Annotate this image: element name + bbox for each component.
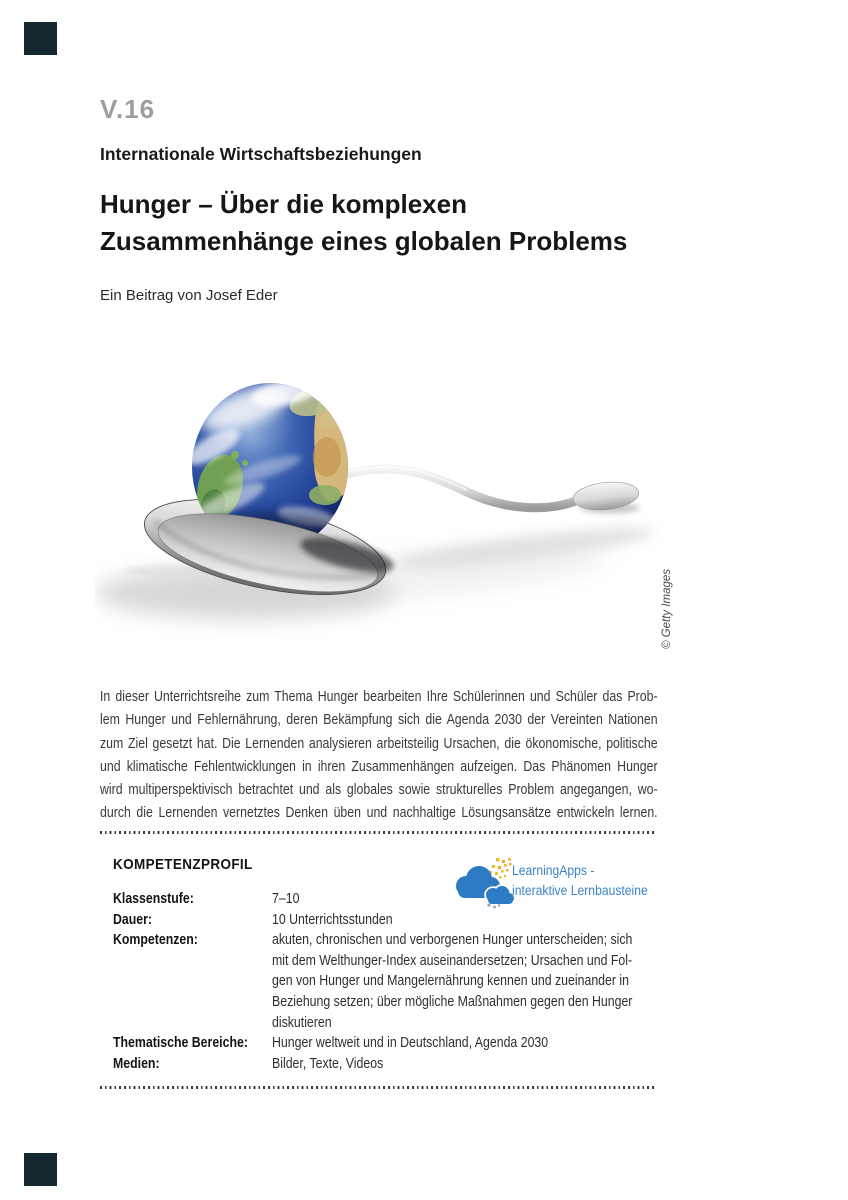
profile-row — [113, 930, 673, 1033]
profile-value: 10 Unterrichtsstunden — [272, 911, 393, 928]
intro-line: In dieser Unterrichtsreihe zum Thema Hunger bearbeiten Ihre Schülerinnen und Schüler das Prob- — [100, 689, 658, 705]
profile-label: Klassenstufe: — [113, 891, 194, 907]
profile-value: 7–10 — [272, 891, 300, 907]
page-title-line-2: Zusammenhänge eines globalen Problems — [100, 226, 628, 256]
category-heading: Internationale Wirtschaftsbeziehungen — [100, 144, 422, 164]
series-code: V.16 — [100, 94, 156, 124]
intro-line: lem Hunger und Fehlernährung, deren Bekämpfung sich die Agenda 2030 der Vereinten Nationen — [100, 712, 658, 729]
dotted-rule-bottom — [100, 1086, 657, 1089]
registration-mark-top — [24, 22, 57, 55]
learningapps-logo-text-line2: interaktive Lernbausteine — [512, 882, 648, 898]
globe-spoon-photo — [95, 335, 680, 660]
intro-line: zum Ziel gesetzt hat. Die Lernenden analysieren arbeitsteilig Ursachen, die ökonomische, politische — [100, 735, 658, 752]
page-title-line-1: Hunger – Über die komplexen — [100, 189, 467, 219]
kompetenzprofil-heading: KOMPETENZPROFIL — [113, 856, 253, 873]
profile-label: Kompetenzen: — [113, 932, 198, 949]
profile-label: Dauer: — [113, 911, 153, 928]
intro-line: durch die Lernenden vernetztes Denken üben und nachhaltige Lösungsansätze entwickeln lernen. — [100, 805, 658, 822]
learningapps-logo-text-line1: LearningApps - — [512, 863, 595, 878]
profile-value: akuten, chronischen und verborgenen Hunger unterscheiden; sich mit dem Welthunger-Index auseinandersetzen; Ursachen und Fol- gen von Hunger und Mangelernährung kennen und zueinander in Beziehung setzen; über mögliche Maßnahmen gegen den Hunger diskutieren — [272, 932, 633, 1031]
dotted-rule-top — [100, 831, 657, 834]
byline: Ein Beitrag von Josef Eder — [100, 287, 278, 304]
image-credit: © Getty Images — [661, 568, 673, 649]
profile-row — [113, 1054, 673, 1075]
spoon-handle — [343, 467, 640, 513]
profile-row — [113, 1033, 673, 1054]
profile-row — [113, 889, 673, 910]
registration-mark-bottom — [24, 1153, 57, 1186]
profile-table — [113, 889, 673, 1074]
globe-spoon-illustration — [95, 335, 680, 660]
profile-row — [113, 910, 673, 931]
intro-line: und klimatische Fehlentwicklungen in ihren Zusammenhängen aufzeigen. Das Phänomen Hunger — [100, 758, 658, 775]
intro-paragraph — [100, 686, 658, 826]
intro-line: wird multiperspektivisch betrachtet und als globales sowie strukturelles Problem angegangen, wo- — [100, 782, 658, 799]
profile-label: Medien: — [113, 1055, 160, 1072]
profile-label: Thematische Bereiche: — [113, 1035, 248, 1052]
profile-value: Bilder, Texte, Videos — [272, 1055, 384, 1072]
profile-value: Hunger weltweit und in Deutschland, Agenda 2030 — [272, 1035, 549, 1052]
page-title — [100, 186, 627, 260]
